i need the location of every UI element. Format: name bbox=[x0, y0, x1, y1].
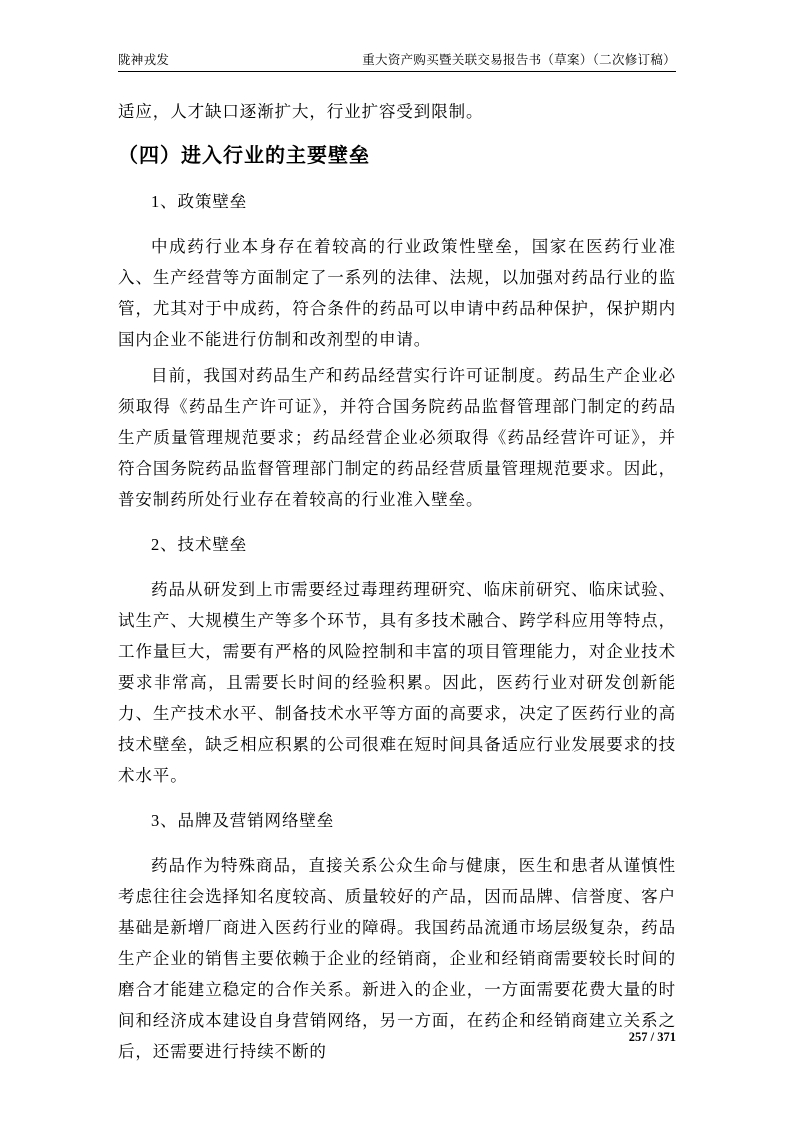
paragraph: 药品作为特殊商品，直接关系公众生命与健康，医生和患者从谨慎性考虑往往会选择知名度较高、质量较好的产品，因而品牌、信誉度、客户基础是新增厂商进入医药行业的障碍。我国药品流通市场层级复杂，药品生产企业的销售主要依赖于企业的经销商，企业和经销商需要较长时间的磨合才能建立稳定的合作关系。新进入的企业，一方面需要花费大量的时间和经济成本建设自身营销网络，另一方面，在药企和经销商建立关系之后，还需要进行持续不断的 bbox=[118, 856, 676, 1061]
subsection-title-policy: 1、政策壁垒 bbox=[151, 192, 248, 211]
document-body bbox=[118, 96, 676, 1072]
paragraph: 药品从研发到上市需要经过毒理药理研究、临床前研究、临床试验、试生产、大规模生产等多个环节，具有多技术融合、跨学科应用等特点，工作量巨大，需要有严格的风险控制和丰富的项目管理能力，对企业技术要求非常高，且需要长时间的经验积累。因此，医药行业对研发创新能力、生产技术水平、制备技术水平等方面的高要求，决定了医药行业的高技术壁垒，缺乏相应积累的公司很难在短时间具备适应行业发展要求的技术水平。 bbox=[118, 580, 676, 785]
paragraph: 中成药行业本身存在着较高的行业政策性壁垒，国家在医药行业准入、生产经营等方面制定了一系列的法律、法规，以加强对药品行业的监管，尤其对于中成药，符合条件的药品可以申请中药品种保护，保护期内国内企业不能进行仿制和改剂型的申请。 bbox=[118, 237, 676, 349]
intro-paragraph: 适应，人才缺口逐渐扩大，行业扩容受到限制。 bbox=[118, 102, 484, 121]
paragraph: 目前，我国对药品生产和药品经营实行许可证制度。药品生产企业必须取得《药品生产许可证》，并符合国务院药品监督管理部门制定的药品生产质量管理规范要求；药品经营企业必须取得《药品经营许可证》，并符合国务院药品监督管理部门制定的药品经营质量管理规范要求。因此，普安制药所处行业存在着较高的行业准入壁垒。 bbox=[118, 366, 676, 509]
subsection-title-brand-network: 3、品牌及营销网络壁垒 bbox=[151, 811, 335, 830]
page-header bbox=[118, 51, 676, 72]
subsection-title-technology: 2、技术壁垒 bbox=[151, 535, 248, 554]
header-right-text: 重大资产购买暨关联交易报告书（草案）（二次修订稿） bbox=[362, 53, 676, 67]
page-number: 257 / 371 bbox=[628, 1030, 676, 1044]
section-heading: （四）进入行业的主要壁垒 bbox=[118, 145, 370, 167]
header-left-text: 陇神戎发 bbox=[118, 53, 170, 67]
